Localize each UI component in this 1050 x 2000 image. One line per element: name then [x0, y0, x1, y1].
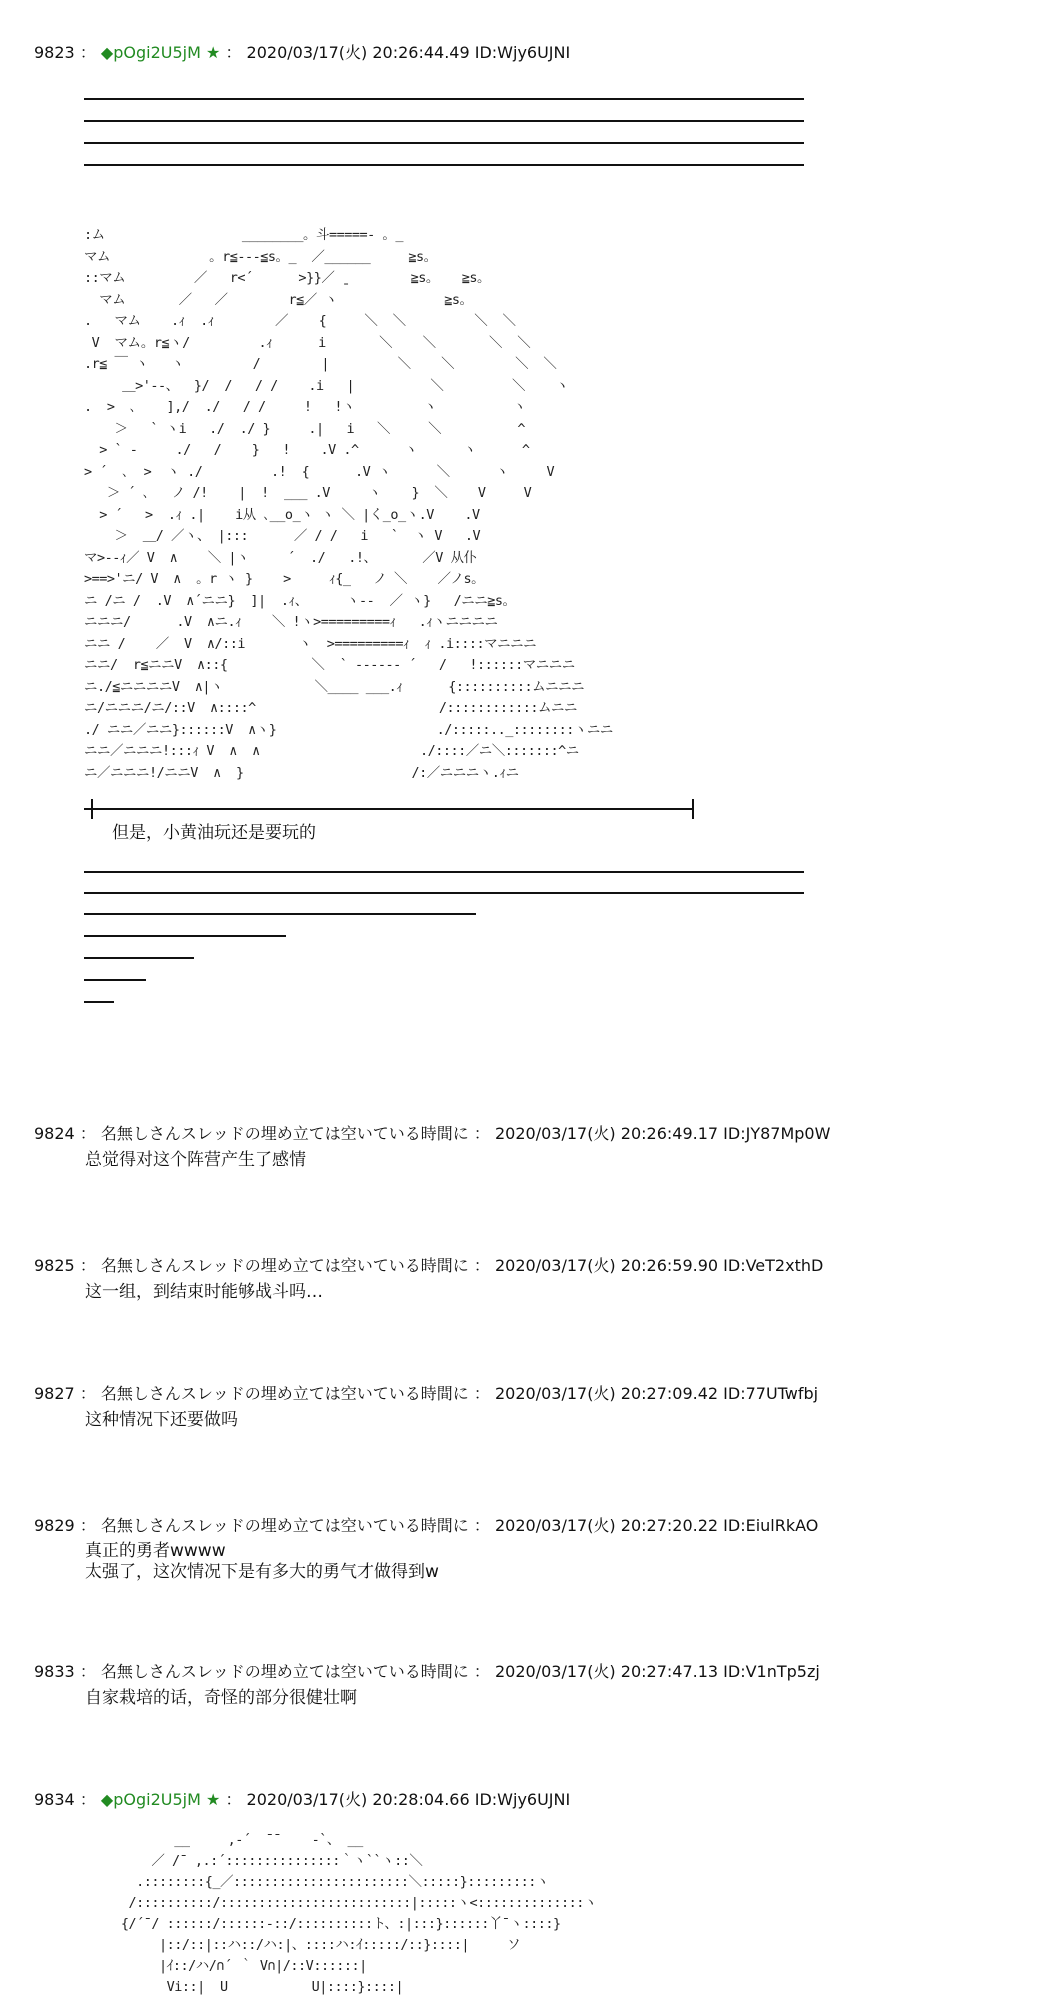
tripcode[interactable]: pOgi2U5jM — [113, 1790, 201, 1809]
separator: ： — [473, 1256, 490, 1275]
divider-line — [84, 98, 804, 100]
post-date: 2020/03/17(火) 20:26:59.90 — [494, 1256, 719, 1275]
separator: ： — [473, 1516, 490, 1535]
trip-marker: ◆ — [100, 1790, 114, 1809]
separator: ： — [79, 1662, 96, 1681]
tripcode[interactable]: pOgi2U5jM — [113, 43, 201, 62]
separator: ： — [225, 43, 242, 62]
post-header — [34, 1513, 818, 1536]
post-number: 9824 — [34, 1124, 75, 1143]
ascii-art-baseline — [84, 808, 694, 810]
post-id[interactable]: ID:JY87Mp0W — [723, 1124, 831, 1143]
poster-name: 名無しさんスレッドの埋め立ては空いている時間に — [100, 1124, 469, 1143]
baseline-tick — [91, 799, 93, 819]
post-number: 9825 — [34, 1256, 75, 1275]
separator: ： — [473, 1124, 490, 1143]
separator: ： — [79, 1256, 96, 1275]
post-header — [34, 1659, 820, 1682]
post-number: 9829 — [34, 1516, 75, 1535]
separator: ： — [225, 1790, 242, 1809]
post-date: 2020/03/17(火) 20:26:49.17 — [494, 1124, 719, 1143]
post-date: 2020/03/17(火) 20:26:44.49 — [246, 43, 470, 62]
divider-line — [84, 913, 476, 915]
post-id[interactable]: ID:VeT2xthD — [723, 1256, 824, 1275]
baseline-tick — [692, 799, 694, 819]
divider-line — [84, 892, 804, 894]
post-body-line: 总觉得对这个阵营产生了感情 — [85, 1150, 306, 1170]
post-body-line: 真正的勇者wwww — [85, 1541, 226, 1561]
poster-name: 名無しさんスレッドの埋め立ては空いている時間に — [100, 1256, 469, 1275]
post-number: 9823 — [34, 43, 75, 62]
post-date: 2020/03/17(火) 20:27:09.42 — [494, 1384, 719, 1403]
divider-line — [84, 1001, 114, 1003]
post-header — [34, 1121, 830, 1144]
post-date: 2020/03/17(火) 20:27:20.22 — [494, 1516, 719, 1535]
post-body-line: 太强了，这次情况下是有多大的勇气才做得到w — [85, 1562, 439, 1582]
separator: ： — [473, 1384, 490, 1403]
post-number: 9827 — [34, 1384, 75, 1403]
divider-line — [84, 120, 804, 122]
divider-line — [84, 957, 194, 959]
post-number: 9833 — [34, 1662, 75, 1681]
poster-name: 名無しさんスレッドの埋め立ては空いている時間に — [100, 1516, 469, 1535]
divider-line — [84, 979, 146, 981]
trip-marker: ◆ — [100, 43, 114, 62]
separator: ： — [79, 1384, 96, 1403]
post-header — [34, 40, 570, 63]
post-id[interactable]: ID:Wjy6UJNI — [474, 43, 571, 62]
post-date: 2020/03/17(火) 20:27:47.13 — [494, 1662, 719, 1681]
post-number: 9834 — [34, 1790, 75, 1809]
star-icon: ★ — [206, 43, 221, 62]
ascii-art: __ ,-´ ¯¯ -`、 __ ／ /¯ ,.:´:::::::::::::::｀ヽ``ヽ::＼ .::::::::{_／:::::::::::::::::::::::＼:::::}:::::::::ヽ /::::::::::/:::::::::::::::::::::::::|:::::ヽ<::::::::::::::ヽ {/´¯/ ::::::/::::::-::/::::::::::ト、:|:::}::::::丫¯ヽ::::} |::/::|::ハ::/ハ:|、::::ハ:ｲ:::::/::}::::| ソ |ｲ::/ハ/∩´ ｀ V∩|/::V::::::| Vi::| U U|::::}::::| — [120, 1832, 597, 1995]
divider-line — [84, 871, 804, 873]
post-id[interactable]: ID:77UTwfbj — [723, 1384, 819, 1403]
separator: ： — [79, 1516, 96, 1535]
ascii-art: :ム ________。斗=====- 。_ マム 。r≦---≦s。_ ／______ ≧s。 ::マム ／ r<´ >}}／ ˍ ≧s。 ≧s。 マム ／ ／ r≦／ ヽ ≧s。 . マム .ｨ .ｨ ／ { ＼ ＼ ＼ ＼ V マム。r≦ヽ/ .ｨ i ＼ ＼ ＼ ＼ .r≦ ￣ ヽ ヽ / | ＼ ＼ ＼ ＼ ＿>'--、 }/ / / / .i | ＼ ＼ ヽ . > ､ ],/ ./ / / ! !ヽ ヽ ヽ ＞ ` ヽi ./ ./ } .| i ＼ ＼ ^ > ` ‐ ./ / } ! .V .^ ヽ ヽ ^ > ´ ､ > ヽ ./ .! { .V ヽ ＼ ヽ V ＞ ´ ､ ノ /! | ! ___ .V ヽ } ＼ V V > ´ > .ｨ .| i从 ､__o_ヽ ヽ ＼ |く_o_ヽ.V .V ＞ ＿/ ／ヽ、 |::: ／ / / i ` ヽ V .V マ>--ｨ／ V ∧ ＼ |ヽ ´ ./ .!、 ／V 从仆 >==>'ニ/ V ∧ 。r ヽ } > ｨ{_ ノ ＼ ／ノs。 ニ /ニ / .V ∧´ニニ} ]| .ｨ、 ヽ-- ／ ヽ} /ニニ≧s。 ニニニ/ .V ∧ニ.ｨ ＼ !ヽ>=========ｨ .ｨヽニニニニ ニニ / ／ V ∧/::i ヽ >=========ｨ ｨ .i::::マニニニ ニニ/ r≦ニニV ∧::{ ＼ ` ‐----‐ ´ / !::::::マニニニ ニ./≦ニニニニV ∧|ヽ ＼____ ___.ｨ {::::::::::ムニニニ ニ/ニニニ/ニ/::V ∧::::^ /::::::::::::ムニニ ./ ニニ／ニニ}::::::V ∧ヽ} ./:::::.._::::::::ヽニニ ニニ／ニニニ!:::ｨ V ∧ ∧ ./::::／ニ＼:::::::^ニ ニ／ニニニ!/ニニV ∧ } /:／ニニニヽ.ｨニ — [84, 227, 613, 781]
post-body-line: 自家栽培的话，奇怪的部分很健壮啊 — [85, 1688, 357, 1708]
post-header — [34, 1253, 823, 1276]
poster-name: 名無しさんスレッドの埋め立ては空いている時間に — [100, 1662, 469, 1681]
post-header — [34, 1381, 818, 1404]
post-date: 2020/03/17(火) 20:28:04.66 — [246, 1790, 470, 1809]
divider-line — [84, 164, 804, 166]
separator: ： — [79, 1790, 96, 1809]
poster-name: 名無しさんスレッドの埋め立ては空いている時間に — [100, 1384, 469, 1403]
divider-line — [84, 935, 286, 937]
post-id[interactable]: ID:Wjy6UJNI — [474, 1790, 571, 1809]
post-id[interactable]: ID:V1nTp5zj — [723, 1662, 820, 1681]
post-header — [34, 1787, 570, 1810]
separator: ： — [79, 43, 96, 62]
post-body-line: 这种情况下还要做吗 — [85, 1410, 238, 1430]
separator: ： — [79, 1124, 96, 1143]
star-icon: ★ — [206, 1790, 221, 1809]
post-body-line: 这一组，到结束时能够战斗吗… — [85, 1282, 323, 1302]
post-caption: 但是，小黄油玩还是要玩的 — [112, 823, 316, 843]
separator: ： — [473, 1662, 490, 1681]
post-id[interactable]: ID:EiulRkAO — [723, 1516, 819, 1535]
divider-line — [84, 142, 804, 144]
